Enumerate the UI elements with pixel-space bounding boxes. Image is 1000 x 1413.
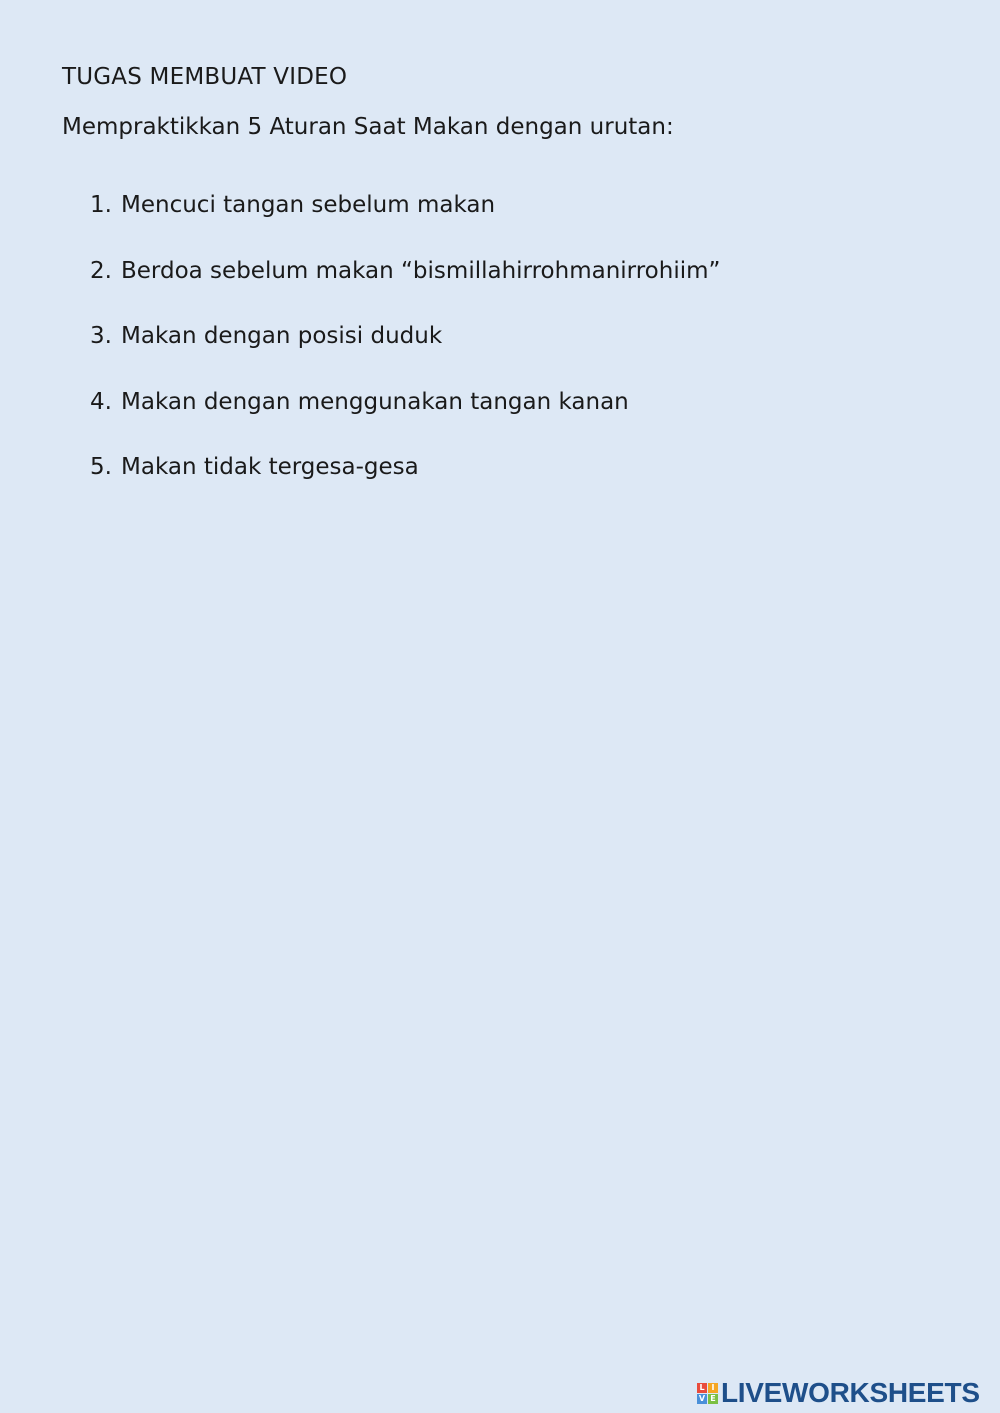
list-item: [90, 192, 720, 258]
list-item: [90, 323, 720, 389]
list-item: [90, 258, 720, 324]
rule-text: Berdoa sebelum makan “bismillahirrohmanirrohiim”: [121, 257, 721, 284]
rule-text: Makan dengan menggunakan tangan kanan: [121, 388, 629, 415]
rule-number: 3.: [90, 323, 112, 349]
rules-list: [90, 192, 720, 520]
badge-letter: I: [708, 1383, 718, 1393]
badge-letter: L: [697, 1383, 707, 1393]
instructions-text: Mempraktikkan 5 Aturan Saat Makan dengan urutan:: [62, 114, 674, 140]
rule-number: 5.: [90, 454, 112, 480]
rule-text: Makan tidak tergesa-gesa: [121, 454, 419, 480]
rule-text: Makan dengan posisi duduk: [121, 323, 443, 349]
badge-letter: E: [708, 1394, 718, 1404]
list-item: [90, 454, 720, 520]
list-item: [90, 389, 720, 455]
rule-number: 2.: [90, 257, 112, 284]
page-title: TUGAS MEMBUAT VIDEO: [62, 64, 348, 90]
liveworksheets-logo: [697, 1377, 980, 1409]
badge-letter: V: [698, 1393, 706, 1403]
rule-number: 1.: [90, 192, 112, 218]
logo-badge-icon: [697, 1383, 718, 1404]
logo-text: LIVEWORKSHEETS: [721, 1377, 980, 1408]
rule-number: 4.: [90, 388, 112, 415]
rule-text: Mencuci tangan sebelum makan: [121, 192, 496, 218]
